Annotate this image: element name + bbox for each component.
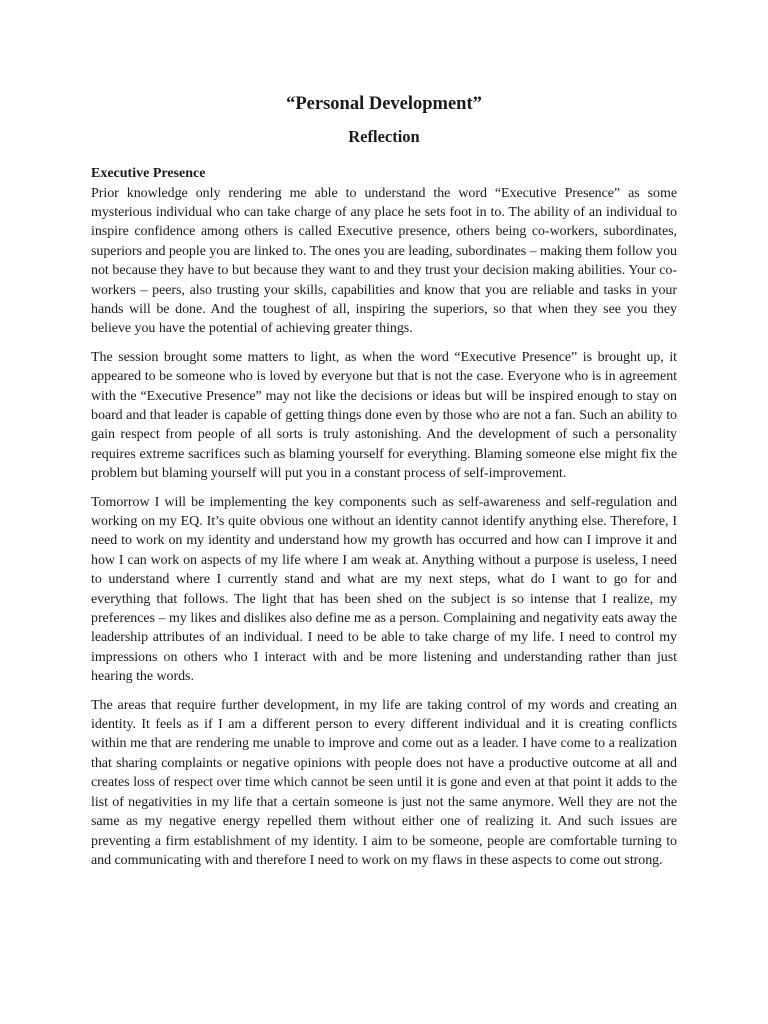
section-heading: Executive Presence: [91, 166, 206, 181]
document-page: [91, 92, 677, 870]
paragraph-3: Tomorrow I will be implementing the key components such as self-awareness and self-regulation and working on my EQ. It’s quite obvious one without an identity cannot identify anything else. Therefore, I need to work on my identity and understand how my growth has occurred and how can I improve it and how I can work on aspects of my life where I am weak at. Anything without a purpose is useless, I need to understand where I currently stand and what are my next steps, what do I want to go for and everything that follows. The light that has been shed on the subject is so intense that I realize, my preferences – my likes and dislikes also define me as a person. Complaining and negativity eats away the leadership attributes of an individual. I need to be able to take charge of my life. I need to control my impressions on others who I interact with and be more listening and understanding rather than just hearing the words.: [91, 494, 677, 685]
document-subtitle: Reflection: [348, 127, 420, 146]
paragraph-2: The session brought some matters to light, as when the word “Executive Presence” is brought up, it appeared to be someone who is loved by everyone but that is not the case. Everyone who is in agreement with the “Executive Presence” may not like the decisions or ideas but will be inspired enough to stay on board and that leader is capable of getting things done even by those who are not a fan. Such an ability to gain respect from people of all sorts is truly astonishing. And the development of such a personality requires extreme sacrifices such as blaming yourself for everything. Blaming someone else might fix the problem but blaming yourself will put you in a constant process of self-improvement.: [91, 349, 677, 482]
paragraph-1: Prior knowledge only rendering me able to understand the word “Executive Presence” as some mysterious individual who can take charge of any place he sets foot in to. The ability of an individual to inspire confidence among others is called Executive presence, others being co-workers, subordinates, superiors and people you are linked to. The ones you are leading, subordinates – making them follow you not because they have to but because they want to and they trust your decision making abilities. Your co-workers – peers, also trusting your skills, capabilities and know that you are reliable and tasks in your hands will be done. And the toughest of all, inspiring the superiors, so that when they see you they believe you have the potential of achieving greater things.: [91, 185, 677, 337]
document-title: “Personal Development”: [286, 94, 482, 114]
paragraph-4: The areas that require further development, in my life are taking control of my words and creating an identity. It feels as if I am a different person to every different individual and it is creating conflicts within me that are rendering me unable to improve and come out as a leader. I have come to a realization that sharing complaints or negative opinions with people does not have a productive outcome at all and creates loss of respect over time which cannot be seen until it is gone and even at that point it adds to the list of negativities in my life that a certain someone is just not the same anymore. Well they are not the same as my negative energy repelled them without either one of realizing it. And such issues are preventing a firm establishment of my identity. I aim to be someone, people are comfortable turning to and communicating with and therefore I need to work on my flaws in these aspects to come out strong.: [91, 697, 677, 868]
